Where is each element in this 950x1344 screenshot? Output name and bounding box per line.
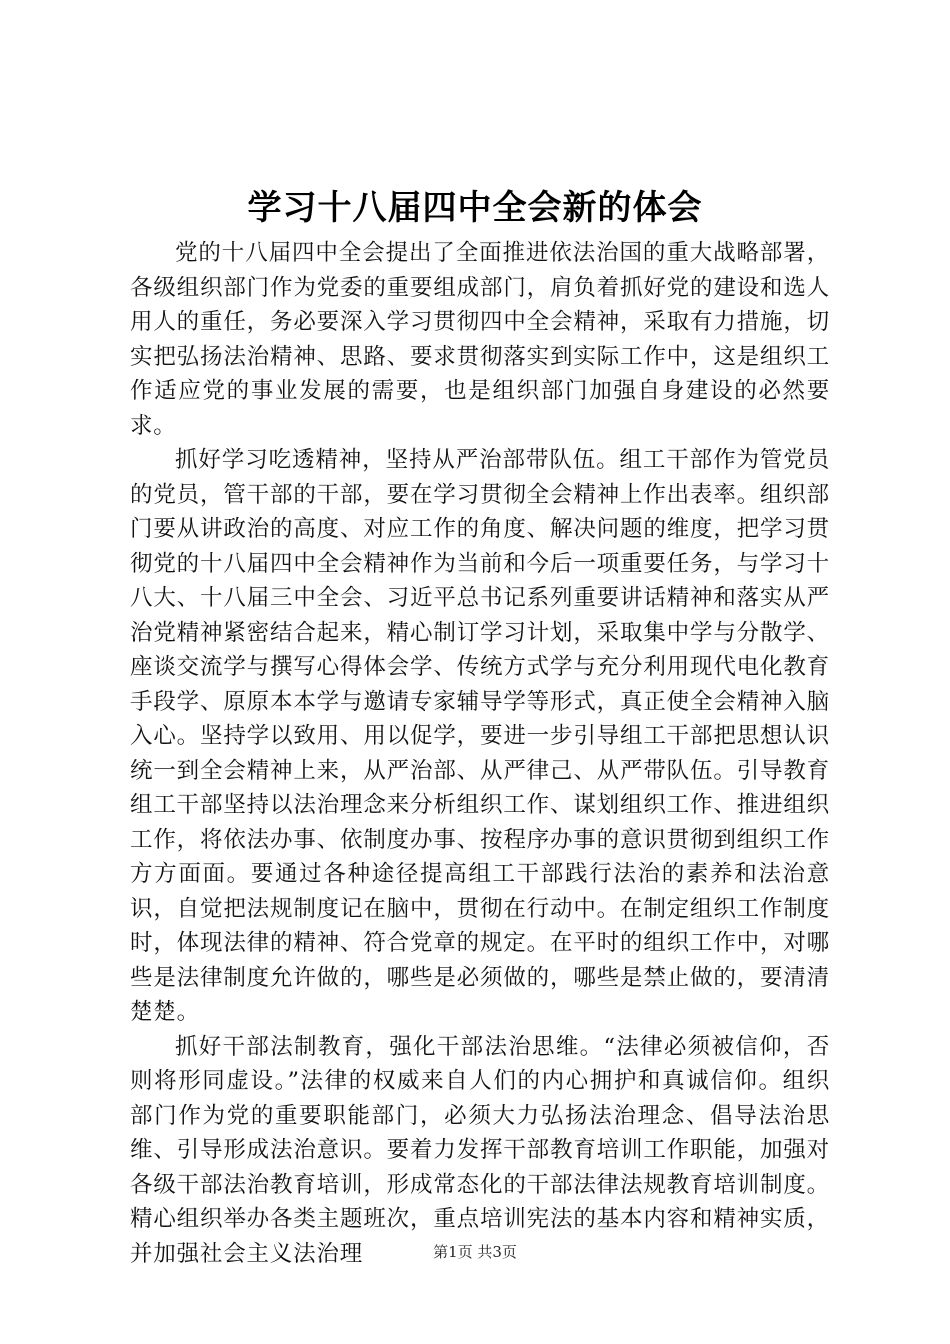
paragraph-1: 党的十八届四中全会提出了全面推进依法治国的重大战略部署，各级组织部门作为党委的重要组成部门，肩负着抓好党的建设和选人用人的重任，务必要深入学习贯彻四中全会精神，采取有力措施，切实把弘扬法治精神、思路、要求贯彻落实到实际工作中，这是组织工作适应党的事业发展的需要，也是组织部门加强自身建设的必然要求。 xyxy=(130,240,830,439)
document-body xyxy=(130,236,830,1271)
paragraph-2: 抓好学习吃透精神，坚持从严治部带队伍。组工干部作为管党员的党员，管干部的干部，要在学习贯彻全会精神上作出表率。组织部门要从讲政治的高度、对应工作的角度、解决问题的维度，把学习贯彻党的十八届四中全会精神作为当前和今后一项重要任务，与学习十八大、十八届三中全会、习近平总书记系列重要讲话精神和落实从严治党精神紧密结合起来，精心制订学习计划，采取集中学与分散学、座谈交流学与撰写心得体会学、传统方式学与充分利用现代电化教育手段学、原原本本学与邀请专家辅导学等形式，真正使全会精神入脑入心。坚持学以致用、用以促学，要进一步引导组工干部把思想认识统一到全会精神上来，从严治部、从严律己、从严带队伍。引导教育组工干部坚持以法治理念来分析组织工作、谋划组织工作、推进组织工作，将依法办事、依制度办事、按程序办事的意识贯彻到组织工作方方面面。要通过各种途径提高组工干部践行法治的素养和法治意识，自觉把法规制度记在脑中，贯彻在行动中。在制定组织工作制度时，体现法律的精神、符合党章的规定。在平时的组织工作中，对哪些是法律制度允许做的，哪些是必须做的，哪些是禁止做的，要清清楚楚。 xyxy=(130,447,830,1025)
paragraph-3: 抓好干部法制教育，强化干部法治思维。“法律必须被信仰，否则将形同虚设。”法律的权威来自人们的内心拥护和真诚信仰。组织部门作为党的重要职能部门，必须大力弘扬法治理念、倡导法治思维、引导形成法治意识。要着力发挥干部教育培训工作职能，加强对各级干部法治教育培训，形成常态化的干部法律法规教育培训制度。精心组织举办各类主题班次，重点培训宪法的基本内容和精神实质，并加强社会主义法治理 xyxy=(130,1033,830,1267)
document-title: 学习十八届四中全会新的体会 xyxy=(247,188,703,228)
page-number: 第1页 共3页 xyxy=(433,1243,517,1261)
